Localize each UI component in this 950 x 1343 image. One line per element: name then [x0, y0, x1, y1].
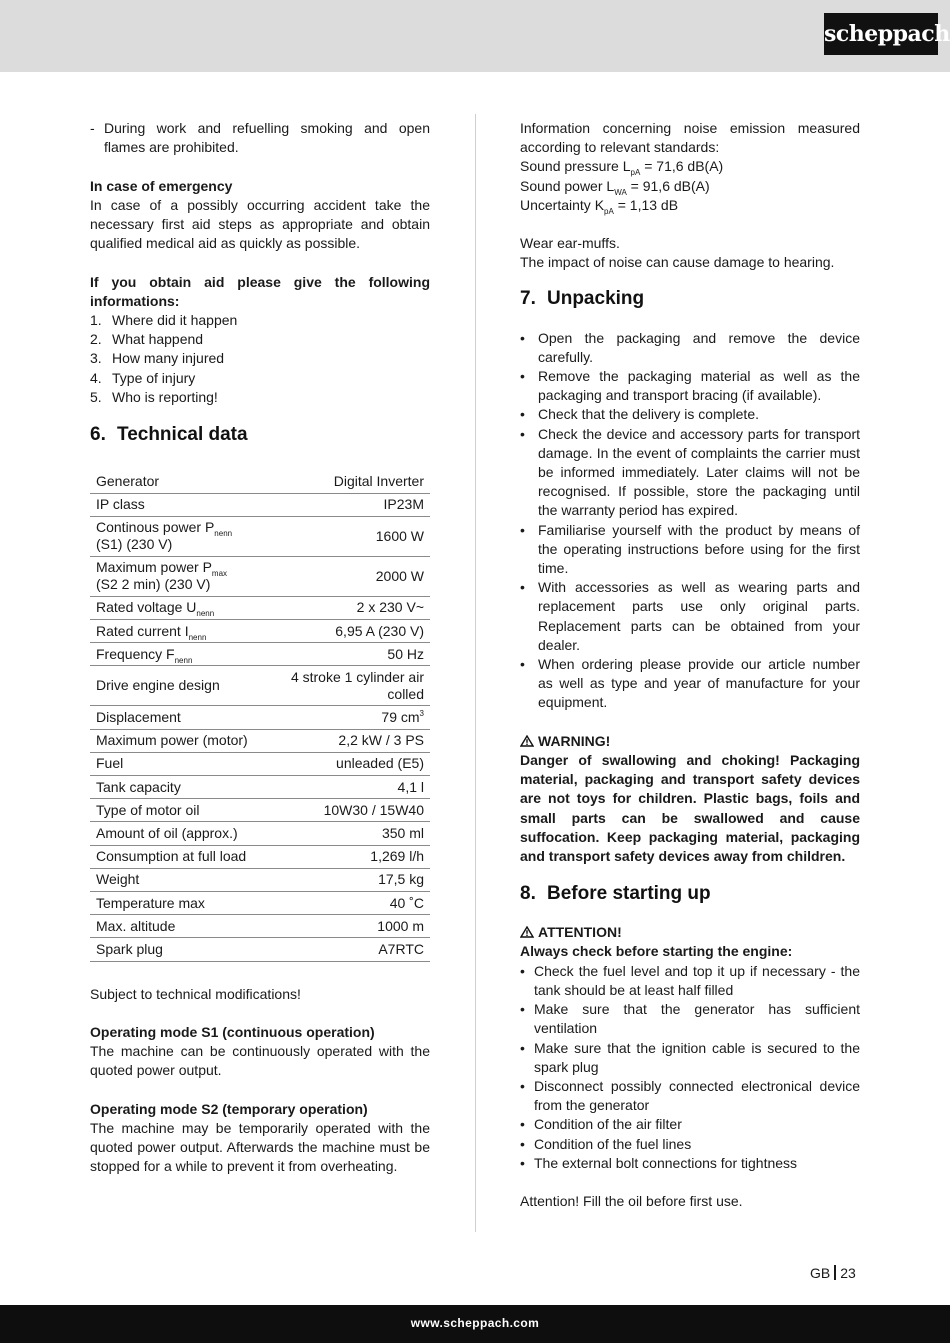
left-column	[90, 119, 430, 1177]
earmuffs-note: Wear ear-muffs.	[520, 235, 620, 252]
emergency-text: In case of a possibly occurring accident take the necessary first aid steps as appropriate and obtain qualified medical aid as quickly as possible.	[90, 196, 430, 252]
technical-data-table	[90, 470, 430, 962]
attention-subheading: Always check before starting the engine:	[520, 943, 793, 960]
list-item: • Check that the delivery is complete.	[520, 406, 759, 423]
table-row: Continous power $P_{nenn}$ (S1) (230 V) 1600 W	[90, 516, 430, 556]
table-row: Max. altitude 1000 m	[90, 915, 430, 938]
warning-text: Danger of swallowing and choking! Packaging material, packaging and transport safety devices are not toys for children. Plastic bags, foils and small parts can be swallowed and cause suffocation. Keep packaging material, packaging and transport safety devices away from children.	[520, 752, 860, 865]
list-item: 4. Type of injury	[90, 369, 196, 386]
list-item: • Remove the packaging material as well as the packaging and transport bracing (if available).	[520, 368, 860, 404]
list-item: • Condition of the air filter	[520, 1116, 682, 1133]
subject-note: Subject to technical modifications!	[90, 985, 301, 1002]
list-item: • Make sure that the generator has sufficient ventilation	[520, 1001, 860, 1037]
check-list	[520, 962, 860, 1173]
footer-url[interactable]: www.scheppach.com	[0, 1305, 950, 1343]
column-divider	[475, 114, 476, 1232]
table-row: Generator Digital Inverter	[90, 470, 430, 493]
noise-impact: The impact of noise can cause damage to hearing.	[520, 254, 835, 271]
table-row: Amount of oil (approx.) 350 ml	[90, 822, 430, 845]
noise-line: Sound pressure $L_{pA} = 71,6$ dB(A)	[520, 158, 724, 178]
aid-heading: If you obtain aid please give the following informations:	[90, 273, 430, 309]
table-row: Rated current $I_{nenn}$ 6,95 A (230 V)	[90, 620, 430, 643]
unpacking-list	[520, 329, 860, 713]
s1-heading: Operating mode S1 (continuous operation)	[90, 1023, 375, 1040]
table-row: Tank capacity 4,1 l	[90, 776, 430, 799]
header-bar	[0, 0, 950, 72]
page-number: GB 23	[810, 1265, 856, 1281]
attention-label: ATTENTION!	[520, 923, 860, 942]
list-item: • Check the fuel level and top it up if necessary - the tank should be at least half filled	[520, 962, 860, 998]
list-item: • The external bolt connections for tightness	[520, 1154, 798, 1171]
table-row: Weight 17,5 kg	[90, 868, 430, 891]
list-item: • With accessories as well as wearing parts and replacement parts use only original parts. Replacement parts can be obtained from your dealer.	[520, 579, 860, 653]
right-column	[520, 119, 860, 1211]
warning-triangle-icon	[520, 926, 534, 938]
table-row: Maximum power $P_{max}$ (S2 2 min) (230 V) 2000 W	[90, 556, 430, 596]
warning-triangle-icon	[520, 735, 534, 747]
list-item: 3. How many injured	[90, 350, 225, 367]
list-item: • Open the packaging and remove the device carefully.	[520, 329, 860, 365]
warning-label: WARNING!	[520, 732, 860, 751]
s2-text: The machine may be temporarily operated with the quoted power output. Afterwards the machine must be stopped for a while to prevent it from overheating.	[90, 1119, 430, 1175]
oil-note: Attention! Fill the oil before first use.	[520, 1193, 743, 1210]
section-heading-technical-data: 6. Technical data	[90, 424, 248, 446]
section-heading-unpacking: 7. Unpacking	[520, 287, 645, 309]
list-item: • Make sure that the ignition cable is secured to the spark plug	[520, 1039, 860, 1075]
table-row: IP class IP23M	[90, 493, 430, 516]
brand-logo: scheppach	[824, 13, 938, 55]
list-item: • Disconnect possibly connected electronical device from the generator	[520, 1077, 860, 1114]
list-item: 1. Where did it happen	[90, 312, 238, 328]
list-item: • Check the device and accessory parts for transport damage. In the event of complaints the carrier must be informed immediately. Later claims will not be recognised. If possible, store the packaging until the warranty period has expired.	[520, 425, 860, 519]
safety-dash-item: - During work and refuelling smoking and open flames are prohibited.	[90, 119, 430, 157]
s1-text: The machine can be continuously operated with the quoted power output.	[90, 1043, 430, 1079]
section-heading-before-starting: 8. Before starting up	[520, 883, 711, 905]
table-row: Spark plug A7RTC	[90, 938, 430, 961]
aid-list	[90, 311, 430, 407]
emergency-heading: In case of emergency	[90, 177, 233, 194]
list-item: • Familiarise yourself with the product by means of the operating instructions before using for the first time.	[520, 521, 860, 577]
list-item: 5. Who is reporting!	[90, 388, 218, 405]
noise-line: Uncertainty $K_{pA} = 1,13$ dB	[520, 196, 679, 216]
noise-line: Sound power $L_{WA} = 91,6$ dB(A)	[520, 177, 710, 197]
list-item: • Condition of the fuel lines	[520, 1135, 692, 1152]
s2-heading: Operating mode S2 (temporary operation)	[90, 1100, 368, 1117]
table-row: Consumption at full load 1,269 l/h	[90, 845, 430, 868]
list-item: 2. What happend	[90, 331, 204, 348]
table-row: Displacement 79 $cm^3$	[90, 706, 430, 729]
table-row: Type of motor oil 10W30 / 15W40	[90, 799, 430, 822]
table-row: Fuel unleaded (E5)	[90, 752, 430, 775]
table-row: Maximum power (motor) 2,2 kW / 3 PS	[90, 729, 430, 752]
table-row: Drive engine design 4 stroke 1 cylinder air colled	[90, 666, 430, 706]
table-row: Rated voltage $U_{nenn}$ 2 x 230 V~	[90, 596, 430, 619]
noise-intro: Information concerning noise emission measured according to relevant standards:	[520, 120, 860, 156]
table-row: Frequency $F_{nenn}$ 50 Hz	[90, 643, 430, 666]
list-item: • When ordering please provide our article number as well as type and year of manufacture for your equipment.	[520, 656, 860, 711]
table-row: Temperature max 40 ˚C	[90, 891, 430, 914]
